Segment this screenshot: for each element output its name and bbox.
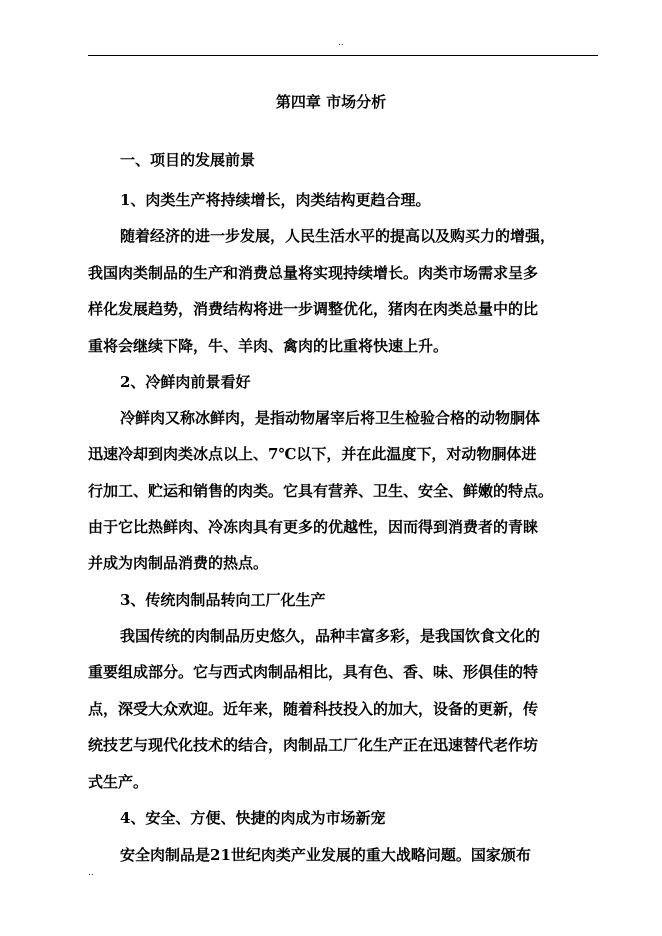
paragraph-line: 点，深受大众欢迎。近年来，随着科技投入的加大，设备的更新，传 xyxy=(88,700,539,718)
paragraph-line: 重要组成部分。它与西式肉制品相比，具有色、香、味、形俱佳的特 xyxy=(88,663,539,681)
paragraph-line: 统技艺与现代化技术的结合，肉制品工厂化生产正在迅速替代老作坊 xyxy=(88,736,539,754)
paragraph-line: 行加工、贮运和销售的肉类。它具有营养、卫生、安全、鲜嫩的特点。 xyxy=(88,482,554,500)
paragraph-line: 冷鲜肉又称冰鲜肉，是指动物屠宰后将卫生检验合格的动物胴体 xyxy=(120,409,541,427)
section-heading: 一、项目的发展前景 xyxy=(120,151,256,169)
footer-mark: .. xyxy=(88,868,94,878)
subsection-heading-2: 2、冷鲜肉前景看好 xyxy=(120,373,251,391)
subsection-heading-1: 1、肉类生产将持续增长，肉类结构更趋合理。 xyxy=(120,191,431,209)
header-mark: .. xyxy=(338,38,344,48)
paragraph-line: 我国传统的肉制品历史悠久，品种丰富多彩，是我国饮食文化的 xyxy=(120,627,541,645)
paragraph-line: 并成为肉制品消费的热点。 xyxy=(88,554,269,572)
paragraph-line: 重将会继续下降，牛、羊肉、禽肉的比重将快速上升。 xyxy=(88,337,449,355)
paragraph-line: 由于它比热鲜肉、冷冻肉具有更多的优越性，因而得到消费者的青睐 xyxy=(88,518,539,536)
paragraph-line: 我国肉类制品的生产和消费总量将实现持续增长。肉类市场需求呈多 xyxy=(88,264,539,282)
subsection-heading-4: 4、安全、方便、快捷的肉成为市场新宠 xyxy=(120,809,386,827)
paragraph-line: 安全肉制品是21世纪肉类产业发展的重大战略问题。国家颁布 xyxy=(120,846,531,864)
subsection-heading-3: 3、传统肉制品转向工厂化生产 xyxy=(120,591,326,609)
paragraph-line: 随着经济的进一步发展，人民生活水平的提高以及购买力的增强， xyxy=(120,227,556,245)
paragraph-line: 式生产。 xyxy=(88,773,149,791)
paragraph-line: 迅速冷却到肉类冰点以上、7℃以下，并在此温度下，对动物胴体进 xyxy=(88,445,537,463)
paragraph-line: 样化发展趋势，消费结构将进一步调整优化，猪肉在肉类总量中的比 xyxy=(88,300,539,318)
header-rule xyxy=(88,55,598,56)
chapter-title: 第四章 市场分析 xyxy=(275,93,387,111)
